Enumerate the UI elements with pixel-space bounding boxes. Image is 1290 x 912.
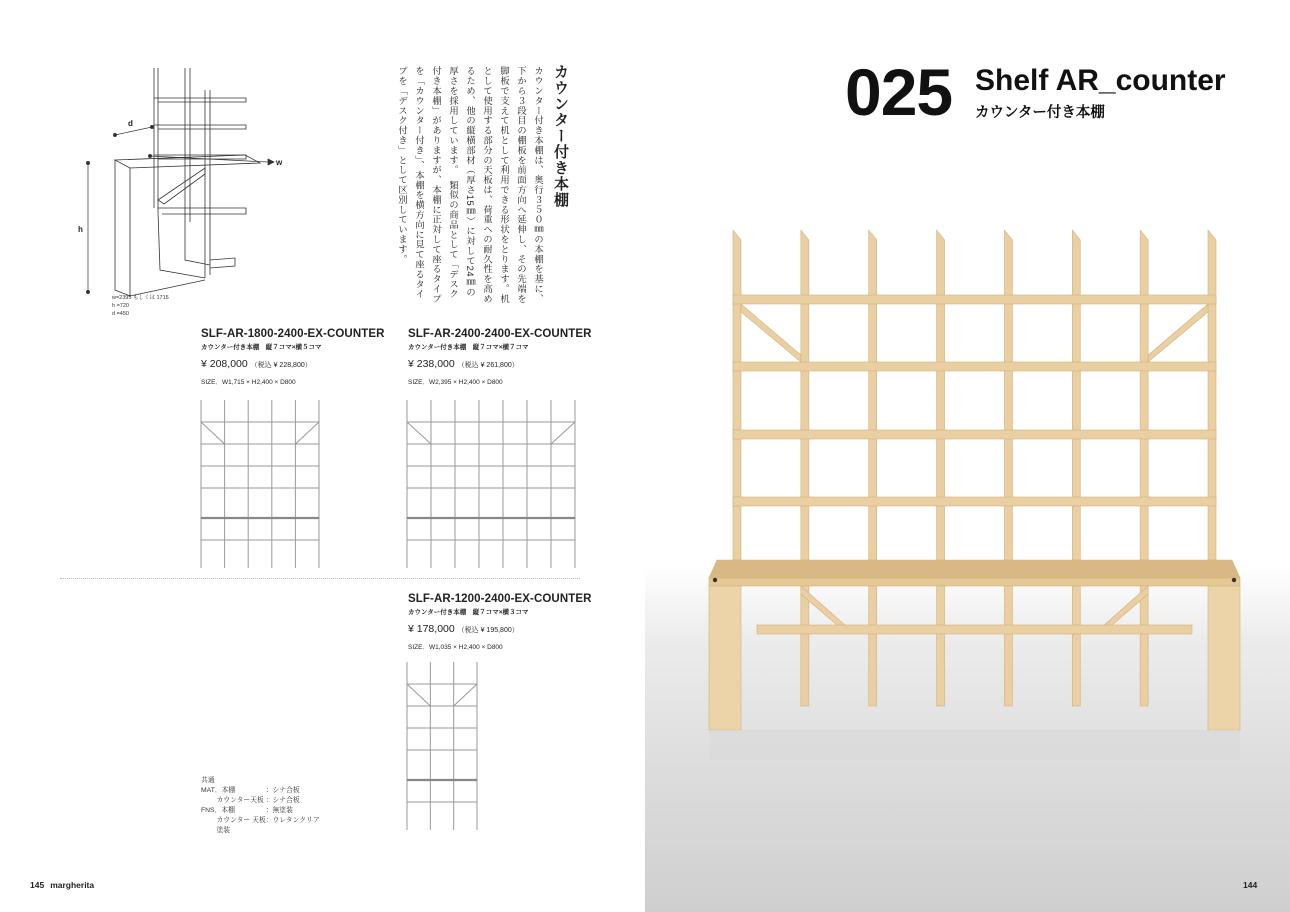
price-tax: （税込 ¥ 261,800） xyxy=(457,362,519,369)
product-number: 025 xyxy=(845,55,953,129)
brand-name: margherita xyxy=(50,880,95,890)
folio-left xyxy=(30,880,94,890)
spec-key: FNS．本棚 xyxy=(201,807,235,814)
page-number-left: 145 xyxy=(30,880,45,890)
right-page xyxy=(645,0,1290,912)
price-tax: （税込 ¥ 195,800） xyxy=(457,627,519,634)
isometric-diagram xyxy=(70,60,320,300)
spec-row xyxy=(201,826,320,836)
spec-row xyxy=(201,806,320,816)
product-size: SIZE．W2,395 × H2,400 × D800 xyxy=(408,379,503,386)
spec-value xyxy=(266,826,320,836)
product-1800 xyxy=(201,328,385,386)
product-price xyxy=(201,358,385,370)
spec-heading: 共通 xyxy=(201,777,215,784)
intro-title: カウンター付き本棚 xyxy=(552,64,569,208)
page-number-right: 144 xyxy=(1243,880,1258,890)
price-value: ¥ 178,000 xyxy=(408,623,455,635)
diagram-label-h: h xyxy=(78,225,83,234)
diagram-label-d: d xyxy=(128,119,133,128)
product-size: SIZE．W1,715 × H2,400 × D800 xyxy=(201,379,296,386)
elevation-2400 xyxy=(406,398,578,570)
spec-block xyxy=(201,776,320,836)
product-code: SLF-AR-1800-2400-EX-COUNTER xyxy=(201,328,385,340)
product-1200 xyxy=(408,593,592,651)
dimension-notes xyxy=(112,294,169,318)
spec-row xyxy=(201,786,320,796)
price-value: ¥ 238,000 xyxy=(408,358,455,370)
spec-value: ：無塗装 xyxy=(265,807,293,814)
spec-key: 塗装 xyxy=(201,827,231,834)
product-code: SLF-AR-1200-2400-EX-COUNTER xyxy=(408,593,592,605)
spec-value: ：ウレタンクリア xyxy=(265,817,320,824)
spec-value: ：シナ合板 xyxy=(265,787,300,794)
spec-key: カウンター 天板 xyxy=(201,817,266,824)
title-english: Shelf AR_counter xyxy=(975,64,1226,97)
spec-key: カウンター天板 xyxy=(201,797,264,804)
elevation-1800 xyxy=(200,398,330,570)
product-size: SIZE．W1,035 × H2,400 × D800 xyxy=(408,644,503,651)
product-2400 xyxy=(408,328,592,386)
product-price xyxy=(408,358,592,370)
product-subtitle: カウンター付き本棚 縦７コマ×横３コマ xyxy=(408,609,529,616)
dimension-d: d =450 xyxy=(112,311,129,317)
dimension-h: h =720 xyxy=(112,303,129,309)
product-photo xyxy=(645,0,1290,912)
spec-table xyxy=(201,786,320,836)
spec-key: MAT．本棚 xyxy=(201,787,236,794)
product-subtitle: カウンター付き本棚 縦７コマ×横７コマ xyxy=(408,344,529,351)
intro-body: カウンター付き本棚は、奥行３５０㎜の本棚を基に、下から３段目の棚板を前面方向へ延伸し、その先端を脚板で支えて机として利用できる形状をとります。机として使用する部分の天板は、荷重への耐久性を高めるため、他の縦横部材（厚さ15㎜）に対して24㎜の厚さを採用しています。 類似の商品として「デスク付き本棚」がありますが、本棚に正対して座るタイプを「カウンター付き」、本棚を横方向に見て座るタイプを「デスク付き」として区別しています。 xyxy=(397,66,543,304)
elevation-1200 xyxy=(406,660,486,832)
product-subtitle: カウンター付き本棚 縦７コマ×横５コマ xyxy=(201,344,322,351)
title-japanese: カウンター付き本棚 xyxy=(975,105,1105,121)
product-code: SLF-AR-2400-2400-EX-COUNTER xyxy=(408,328,592,340)
spec-row xyxy=(201,816,320,826)
product-price xyxy=(408,623,592,635)
section-divider xyxy=(60,578,580,579)
price-tax: （税込 ¥ 228,800） xyxy=(250,362,312,369)
spec-value: ：シナ合板 xyxy=(265,797,300,804)
diagram-label-w: w xyxy=(276,158,283,167)
dimension-w: w=2395 もしくは 1715 xyxy=(112,295,169,301)
price-value: ¥ 208,000 xyxy=(201,358,248,370)
spec-row xyxy=(201,796,320,806)
